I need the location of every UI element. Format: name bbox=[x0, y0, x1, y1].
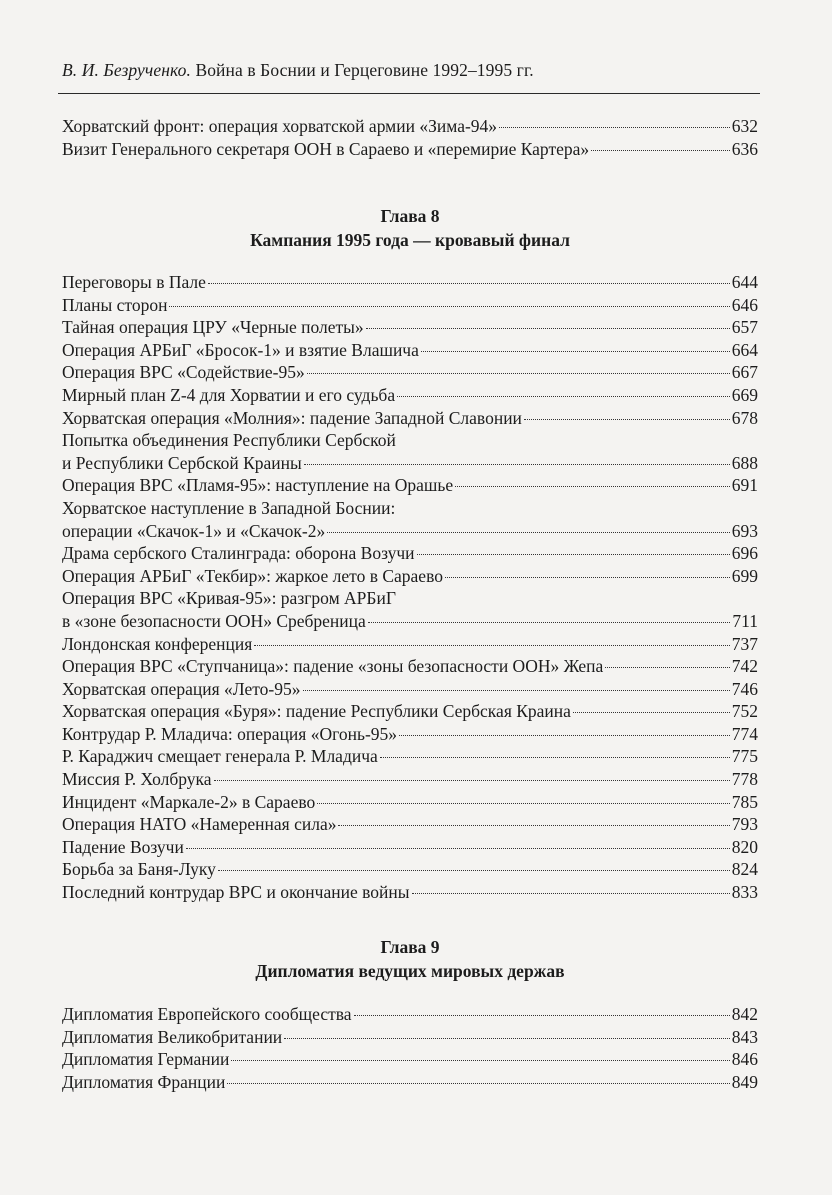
toc-entry bbox=[62, 1003, 758, 1026]
toc-entry bbox=[62, 813, 758, 836]
toc-entry-line bbox=[62, 1003, 758, 1026]
toc-entry bbox=[62, 542, 758, 565]
toc-dot-leader bbox=[304, 464, 730, 465]
toc-dot-leader bbox=[338, 825, 729, 826]
toc-page-number: 820 bbox=[731, 836, 758, 857]
toc-dot-leader bbox=[354, 1015, 730, 1016]
toc-entry-title: Лондонская конференция bbox=[62, 633, 253, 654]
toc-dot-leader bbox=[317, 803, 730, 804]
toc-page-number: 644 bbox=[731, 272, 758, 292]
toc-page-number: 785 bbox=[731, 791, 758, 812]
toc-page-number: 742 bbox=[731, 656, 758, 677]
toc-page-number: 824 bbox=[731, 859, 758, 880]
toc-entry-title: Операция ВРС «Кривая-95»: разгром АРБиГ bbox=[62, 588, 396, 609]
toc-page-number: 842 bbox=[731, 1004, 758, 1024]
toc-dot-leader bbox=[397, 396, 730, 397]
toc-entry-title: Хорватский фронт: операция хорватской армии «Зима-94» bbox=[62, 116, 498, 136]
header-rule bbox=[58, 93, 760, 94]
toc-entry-line bbox=[62, 1048, 758, 1071]
toc-entry-line bbox=[62, 881, 758, 904]
toc-entry-line bbox=[62, 745, 758, 768]
toc-page-number: 746 bbox=[731, 678, 758, 699]
toc-page-number: 688 bbox=[731, 452, 758, 473]
toc-entry-title: Последний контрудар ВРС и окончание войны bbox=[62, 882, 410, 903]
toc-entry-title: Операция АРБиГ «Текбир»: жаркое лето в Сараево bbox=[62, 565, 443, 586]
toc-entry-title: Контрудар Р. Младича: операция «Огонь-95» bbox=[62, 723, 398, 744]
toc-entry bbox=[62, 407, 758, 430]
toc-entry-line bbox=[62, 836, 758, 859]
toc-dot-leader bbox=[605, 667, 729, 668]
toc-entry-line bbox=[62, 497, 758, 520]
toc-dot-leader bbox=[417, 554, 730, 555]
toc-page-number: 849 bbox=[731, 1071, 758, 1092]
toc-dot-leader bbox=[303, 690, 730, 691]
toc-entry bbox=[62, 881, 758, 904]
toc-entry-line bbox=[62, 271, 758, 294]
toc-entry bbox=[62, 723, 758, 746]
toc-entry-title: Дипломатия Европейского сообщества bbox=[62, 1004, 352, 1024]
toc-entry-line bbox=[62, 633, 758, 656]
toc-entry-line bbox=[62, 791, 758, 814]
toc-entry bbox=[62, 294, 758, 317]
toc-entry-title: Операция ВРС «Пламя-95»: наступление на Орашье bbox=[62, 475, 454, 496]
toc-entry bbox=[62, 1048, 758, 1071]
toc-page-number: 846 bbox=[731, 1049, 758, 1070]
toc-entry-line bbox=[62, 700, 758, 723]
chapter-8-title: Кампания 1995 года — кровавый финал bbox=[250, 230, 570, 250]
toc-entry-line bbox=[62, 542, 758, 565]
toc-page-number: 696 bbox=[731, 543, 758, 564]
toc-entry-line bbox=[62, 138, 758, 161]
toc-entry-title: Миссия Р. Холбрука bbox=[62, 769, 212, 790]
toc-entry bbox=[62, 339, 758, 362]
toc-page-number: 833 bbox=[731, 882, 758, 903]
toc-dot-leader bbox=[368, 622, 731, 623]
toc-entry bbox=[62, 678, 758, 701]
toc-page-number: 667 bbox=[731, 362, 758, 383]
toc-entry-title: Планы сторон bbox=[62, 294, 168, 315]
toc-dot-leader bbox=[214, 780, 730, 781]
toc-page-number: 691 bbox=[731, 475, 758, 496]
toc-entry-line bbox=[62, 610, 758, 633]
toc-entry bbox=[62, 384, 758, 407]
toc-entry-title: Хорватская операция «Буря»: падение Республики Сербская Краина bbox=[62, 701, 571, 722]
toc-entry-title: Р. Караджич смещает генерала Р. Младича bbox=[62, 746, 378, 767]
toc-page-number: 778 bbox=[731, 769, 758, 790]
toc-page-number: 669 bbox=[731, 384, 758, 405]
toc-entry-line bbox=[62, 678, 758, 701]
toc-dot-leader bbox=[186, 848, 730, 849]
toc-entry bbox=[62, 565, 758, 588]
toc-entry-line bbox=[62, 115, 758, 138]
header-author: В. И. Безрученко. bbox=[62, 60, 191, 80]
toc-entry-title: Хорватская операция «Молния»: падение Западной Славонии bbox=[62, 407, 522, 428]
toc-entry-line bbox=[62, 1026, 758, 1049]
toc-entry-line bbox=[62, 655, 758, 678]
toc-dot-leader bbox=[573, 712, 730, 713]
toc-page-number: 793 bbox=[731, 814, 758, 835]
toc-dot-leader bbox=[254, 645, 729, 646]
toc-entry-line bbox=[62, 587, 758, 610]
toc-entry-line bbox=[62, 723, 758, 746]
toc-page-number: 752 bbox=[731, 701, 758, 722]
toc-dot-leader bbox=[421, 351, 730, 352]
toc-dot-leader bbox=[380, 757, 730, 758]
toc-entry-line bbox=[62, 474, 758, 497]
toc-entry-line bbox=[62, 429, 758, 452]
toc-dot-leader bbox=[591, 150, 730, 151]
toc-page-number: 711 bbox=[732, 610, 758, 631]
toc-entry bbox=[62, 316, 758, 339]
toc-dot-leader bbox=[169, 306, 729, 307]
toc-page-number: 693 bbox=[731, 520, 758, 541]
toc-page-number: 843 bbox=[731, 1026, 758, 1047]
toc-entry-title: Дипломатия Франции bbox=[62, 1071, 226, 1092]
toc-intro-list bbox=[62, 115, 758, 160]
chapter-9-label: Глава 9 bbox=[380, 937, 440, 957]
toc-entry-title: Операция ВРС «Содействие-95» bbox=[62, 362, 305, 383]
toc-entry bbox=[62, 768, 758, 791]
toc-page-number: 657 bbox=[731, 317, 758, 338]
toc-entry-title: Попытка объединения Республики Сербской bbox=[62, 430, 396, 451]
toc-dot-leader bbox=[227, 1083, 729, 1084]
chapter-8-label: Глава 8 bbox=[380, 206, 440, 226]
header-title: Война в Боснии и Герцеговине 1992–1995 гг. bbox=[195, 60, 534, 80]
toc-entry-line bbox=[62, 768, 758, 791]
toc-dot-leader bbox=[366, 328, 730, 329]
toc-entry-line bbox=[62, 339, 758, 362]
toc-entry bbox=[62, 858, 758, 881]
toc-entry-title: Мирный план Z-4 для Хорватии и его судьба bbox=[62, 384, 396, 405]
toc-page-number: 636 bbox=[731, 138, 758, 159]
toc-entry bbox=[62, 587, 758, 632]
toc-entry-title: Борьба за Баня-Луку bbox=[62, 859, 216, 880]
toc-entry-title: Операция НАТО «Намеренная сила» bbox=[62, 814, 337, 835]
toc-dot-leader bbox=[499, 127, 730, 128]
toc-entry-line bbox=[62, 316, 758, 339]
toc-entry-title: Операция ВРС «Ступчаница»: падение «зоны безопасности ООН» Жепа bbox=[62, 656, 604, 677]
toc-dot-leader bbox=[218, 870, 730, 871]
toc-entry bbox=[62, 745, 758, 768]
toc-chapter-9-list bbox=[62, 1003, 758, 1093]
toc-dot-leader bbox=[327, 532, 730, 533]
toc-entry-line bbox=[62, 858, 758, 881]
toc-dot-leader bbox=[524, 419, 730, 420]
chapter-8-heading bbox=[62, 204, 758, 252]
toc-entry bbox=[62, 429, 758, 474]
toc-entry-title: операции «Скачок-1» и «Скачок-2» bbox=[62, 520, 326, 541]
toc-entry-title: и Республики Сербской Краины bbox=[62, 452, 302, 473]
toc-entry-line bbox=[62, 565, 758, 588]
toc-entry-title: Падение Возучи bbox=[62, 836, 184, 857]
toc-page-number: 632 bbox=[731, 116, 758, 136]
toc-entry bbox=[62, 633, 758, 656]
toc-entry bbox=[62, 497, 758, 542]
running-header bbox=[62, 60, 534, 81]
toc-entry bbox=[62, 1071, 758, 1094]
toc-entry-line bbox=[62, 294, 758, 317]
toc-entry-line bbox=[62, 452, 758, 475]
toc-page-number: 699 bbox=[731, 565, 758, 586]
toc-entry-title: Инцидент «Маркале-2» в Сараево bbox=[62, 791, 316, 812]
toc-page-number: 646 bbox=[731, 294, 758, 315]
toc-entry-title: Переговоры в Пале bbox=[62, 272, 206, 292]
toc-entry-line bbox=[62, 520, 758, 543]
toc-dot-leader bbox=[208, 283, 730, 284]
toc-entry-title: Дипломатия Великобритании bbox=[62, 1026, 283, 1047]
chapter-9-title: Дипломатия ведущих мировых держав bbox=[255, 961, 565, 981]
toc-entry-line bbox=[62, 384, 758, 407]
toc-entry-title: Хорватская операция «Лето-95» bbox=[62, 678, 301, 699]
toc-page-number: 664 bbox=[731, 339, 758, 360]
toc-page-number: 775 bbox=[731, 746, 758, 767]
toc-entry-line bbox=[62, 361, 758, 384]
toc-page-number: 737 bbox=[731, 633, 758, 654]
chapter-9-heading bbox=[62, 935, 758, 983]
toc-entry-title: Драма сербского Сталинграда: оборона Возучи bbox=[62, 543, 415, 564]
toc-dot-leader bbox=[307, 373, 730, 374]
toc-entry-line bbox=[62, 1071, 758, 1094]
toc-dot-leader bbox=[399, 735, 730, 736]
toc-entry bbox=[62, 836, 758, 859]
toc-entry bbox=[62, 138, 758, 161]
toc-dot-leader bbox=[445, 577, 730, 578]
toc-entry-line bbox=[62, 813, 758, 836]
toc-entry-title: Визит Генерального секретаря ООН в Сараево и «перемирие Картера» bbox=[62, 138, 590, 159]
toc-page-number: 774 bbox=[731, 723, 758, 744]
toc-dot-leader bbox=[231, 1060, 729, 1061]
toc-entry bbox=[62, 271, 758, 294]
toc-dot-leader bbox=[455, 486, 730, 487]
toc-entry bbox=[62, 361, 758, 384]
toc-entry bbox=[62, 791, 758, 814]
toc-entry-line bbox=[62, 407, 758, 430]
toc-entry-title: Тайная операция ЦРУ «Черные полеты» bbox=[62, 317, 364, 338]
toc-entry-title: Операция АРБиГ «Бросок-1» и взятие Влашича bbox=[62, 339, 419, 360]
toc-entry bbox=[62, 700, 758, 723]
toc-page-number: 678 bbox=[731, 407, 758, 428]
toc-dot-leader bbox=[284, 1038, 730, 1039]
toc-entry bbox=[62, 1026, 758, 1049]
toc-entry bbox=[62, 115, 758, 138]
toc-entry bbox=[62, 655, 758, 678]
toc-entry-title: Хорватское наступление в Западной Боснии: bbox=[62, 497, 396, 518]
toc-entry-title: в «зоне безопасности ООН» Сребреница bbox=[62, 610, 366, 631]
toc-dot-leader bbox=[412, 893, 730, 894]
toc-entry-title: Дипломатия Германии bbox=[62, 1049, 230, 1070]
toc-chapter-8-list bbox=[62, 271, 758, 904]
toc-entry bbox=[62, 474, 758, 497]
